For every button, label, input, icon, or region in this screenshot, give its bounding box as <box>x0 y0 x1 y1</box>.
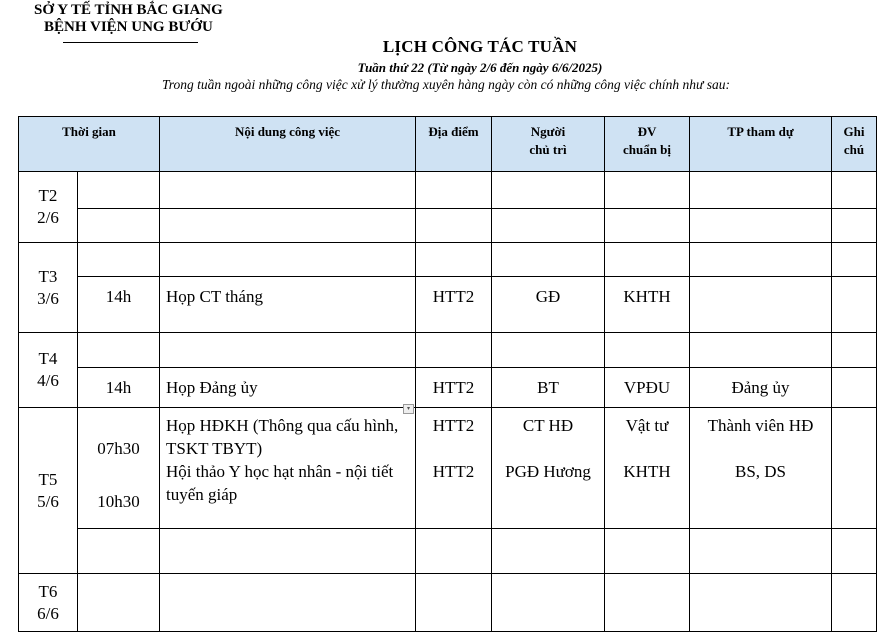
entry-time: 14h <box>78 277 160 333</box>
page-intro: Trong tuần ngoài những công việc xử lý thường xuyên hàng ngày còn có những công việc chính như sau: <box>161 77 731 92</box>
table-row <box>19 243 877 277</box>
entry-time: 14h <box>78 368 160 408</box>
table-row <box>19 277 877 333</box>
table-row <box>19 574 877 632</box>
col-header-prep: ĐV chuẩn bị <box>605 117 690 172</box>
entry-location: HTT2 <box>416 368 492 408</box>
entry-host: CT HĐ PGĐ Hương <box>492 408 605 529</box>
entry-attendees: Đảng ủy <box>690 368 832 408</box>
org-name: BỆNH VIỆN UNG BƯỚU <box>44 19 213 35</box>
entry-time: 07h30 10h30 <box>78 408 160 529</box>
entry-prep: KHTH <box>605 277 690 333</box>
entry-attendees: Thành viên HĐ BS, DS <box>690 408 832 529</box>
col-header-time: Thời gian <box>19 117 160 172</box>
day-cell-t5: T5 5/6 <box>19 408 78 574</box>
entry-prep: VPĐU <box>605 368 690 408</box>
entry-host: BT <box>492 368 605 408</box>
header-row <box>19 117 877 172</box>
table-row <box>19 368 877 408</box>
entry-location: HTT2 HTT2 <box>416 408 492 529</box>
entry-content: Họp Đảng ủy <box>160 368 416 408</box>
page-title: LỊCH CÔNG TÁC TUẦN <box>382 37 578 56</box>
entry-location: HTT2 <box>416 277 492 333</box>
schedule-table <box>18 116 877 632</box>
entry-attendees <box>690 277 832 333</box>
entry-prep: Vật tư KHTH <box>605 408 690 529</box>
col-header-content: Nội dung công việc <box>160 117 416 172</box>
entry-host: GĐ <box>492 277 605 333</box>
day-cell-t6: T6 6/6 <box>19 574 78 632</box>
col-header-note: Ghi chú <box>832 117 877 172</box>
col-header-host: Người chủ trì <box>492 117 605 172</box>
page-subtitle: Tuần thứ 22 (Từ ngày 2/6 đến ngày 6/6/2025) <box>357 60 603 75</box>
col-header-attendees: TP tham dự <box>690 117 832 172</box>
cell-dropdown-icon[interactable]: ▾ <box>403 404 414 414</box>
table-row <box>19 172 877 209</box>
entry-content: Họp CT tháng <box>160 277 416 333</box>
day-cell-t3: T3 3/6 <box>19 243 78 333</box>
table-row <box>19 209 877 243</box>
entry-content: Họp HĐKH (Thông qua cấu hình, TSKT TBYT) Hội thảo Y học hạt nhân - nội tiết tuyến giáp <box>160 408 416 529</box>
day-cell-t4: T4 4/6 <box>19 333 78 408</box>
table-row <box>19 529 877 574</box>
day-cell-t2: T2 2/6 <box>19 172 78 243</box>
table-row <box>19 333 877 368</box>
col-header-location: Địa điểm <box>416 117 492 172</box>
table-row <box>19 408 877 529</box>
org-parent: SỞ Y TẾ TỈNH BẮC GIANG <box>34 2 223 18</box>
